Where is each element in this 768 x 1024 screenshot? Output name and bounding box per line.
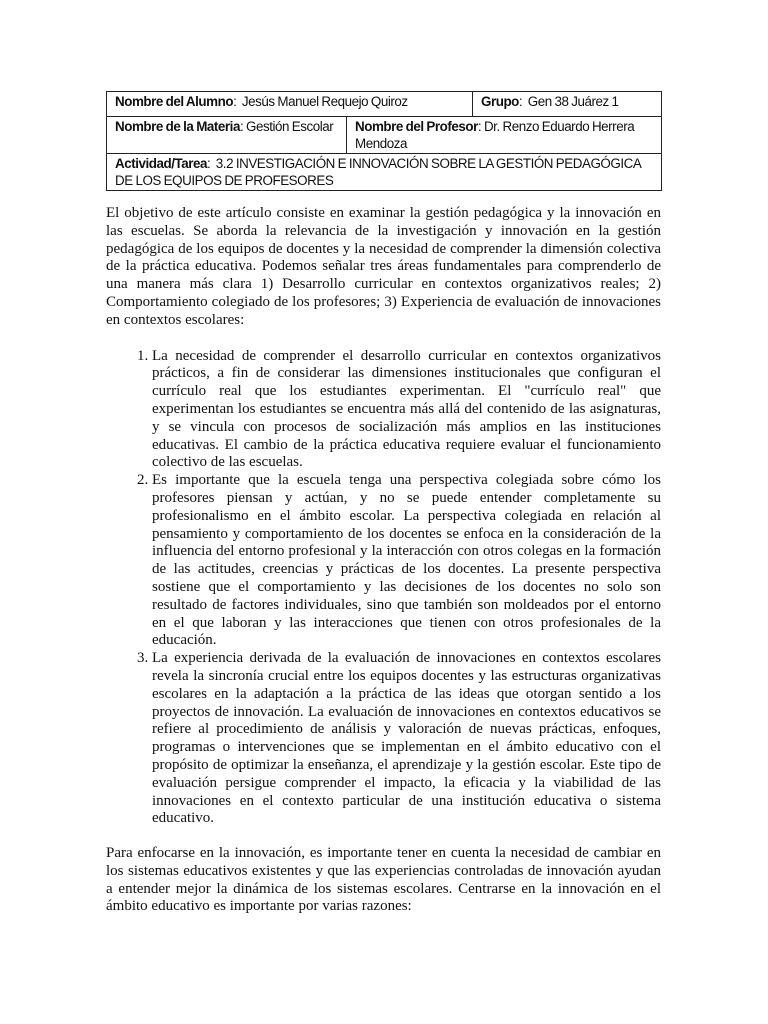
teacher-cell: Nombre del Profesor: Dr. Renzo Eduardo Herrera Mendoza bbox=[347, 117, 662, 154]
closing-paragraph: Para enfocarse en la innovación, es importante tener en cuenta la necesidad de cambiar en los sistemas educativos existentes y que las experiencias controladas de innovación ayudan a entender mejor la dinámica de los sistemas escolares. Centrarse en la innovación en el ámbito educativo es importante por varias razones: bbox=[106, 845, 661, 915]
student-label: Nombre del Alumno bbox=[115, 94, 234, 109]
numbered-list bbox=[106, 348, 661, 829]
activity-cell: Actividad/Tarea: 3.2 INVESTIGACIÓN E INNOVACIÓN SOBRE LA GESTIÓN PEDAGÓGICA DE LOS EQUIPOS DE PROFESORES bbox=[107, 154, 662, 191]
list-item: 2. Es importante que la escuela tenga una perspectiva colegiada sobre cómo los profesores piensan y actúan, y no se puede entender completamente su profesionalismo en el ámbito escolar. La perspectiva colegiada en relación al pensamiento y comportamiento de los docentes se enfoca en la consideración de la influencia del entorno profesional y la interacción con otros colegas en la formación de las actitudes, creencias y prácticas de los docentes. La presente perspectiva sostiene que el comportamiento y las decisiones de los docentes no solo son resultado de factores individuales, sino que también son moldeados por el entorno en el que laboran y las interacciones que tienen con otros profesionales de la educación. bbox=[152, 472, 661, 650]
subject-label: Nombre de la Materia bbox=[115, 119, 240, 134]
activity-value: 3.2 INVESTIGACIÓN E INNOVACIÓN SOBRE LA GESTIÓN PEDAGÓGICA DE LOS EQUIPOS DE PROFESORES bbox=[115, 156, 641, 188]
document-body bbox=[106, 205, 661, 916]
teacher-value: Dr. Renzo Eduardo Herrera Mendoza bbox=[355, 119, 635, 151]
header-table bbox=[106, 91, 662, 191]
teacher-label: Nombre del Profesor bbox=[355, 119, 478, 134]
student-name: Jesús Manuel Requejo Quiroz bbox=[241, 94, 408, 109]
subject-cell: Nombre de la Materia: Gestión Escolar bbox=[107, 117, 347, 154]
activity-label: Actividad/Tarea bbox=[115, 156, 207, 171]
list-item: 3. La experiencia derivada de la evaluación de innovaciones en contextos escolares revela la sincronía crucial entre los equipos docentes y las estructuras organizativas escolares en la adaptación a la práctica de las ideas que otorgan sentido a los proyectos de innovación. La evaluación de innovaciones en contextos educativos se refiere al procedimiento de análisis y valoración de nuevas prácticas, enfoques, programas o intervenciones que se implementan en el ámbito educativo con el propósito de optimizar la enseñanza, el aprendizaje y la gestión escolar. Este tipo de evaluación persigue comprender el impacto, la eficacia y la viabilidad de las innovaciones en el contexto particular de una institución educativa o sistema educativo. bbox=[152, 650, 661, 828]
header-row-student bbox=[107, 92, 662, 117]
group-cell: Grupo: Gen 38 Juárez 1 bbox=[473, 92, 662, 117]
intro-paragraph: El objetivo de este artículo consiste en examinar la gestión pedagógica y la innovación en las escuelas. Se aborda la relevancia de la investigación y innovación en la gestión pedagógica de los equipos de docentes y la necesidad de comprender la dimensión colectiva de la práctica educativa. Podemos señalar tres áreas fundamentales para comprenderlo de una manera más clara 1) Desarrollo curricular en contextos organizativos reales; 2) Comportamiento colegiado de los profesores; 3) Experiencia de evaluación de innovaciones en contextos escolares: bbox=[106, 205, 661, 328]
list-item: 1. La necesidad de comprender el desarrollo curricular en contextos organizativos prácticos, a fin de considerar las dimensiones institucionales que configuran el currículo real que los estudiantes experimentan. El "currículo real" que experimentan los estudiantes se encuentra más allá del contenido de las asignaturas, y se vincula con procesos de socialización más amplios en las instituciones educativas. El cambio de la práctica educativa requiere evaluar el funcionamiento colectivo de las escuelas. bbox=[152, 348, 661, 473]
group-value: Gen 38 Juárez 1 bbox=[527, 94, 619, 109]
header-row-activity bbox=[107, 154, 662, 191]
group-label: Grupo bbox=[481, 94, 519, 109]
subject-value: Gestión Escolar bbox=[245, 119, 334, 134]
header-row-subject bbox=[107, 117, 662, 154]
student-cell: Nombre del Alumno: Jesús Manuel Requejo Quiroz bbox=[107, 92, 473, 117]
